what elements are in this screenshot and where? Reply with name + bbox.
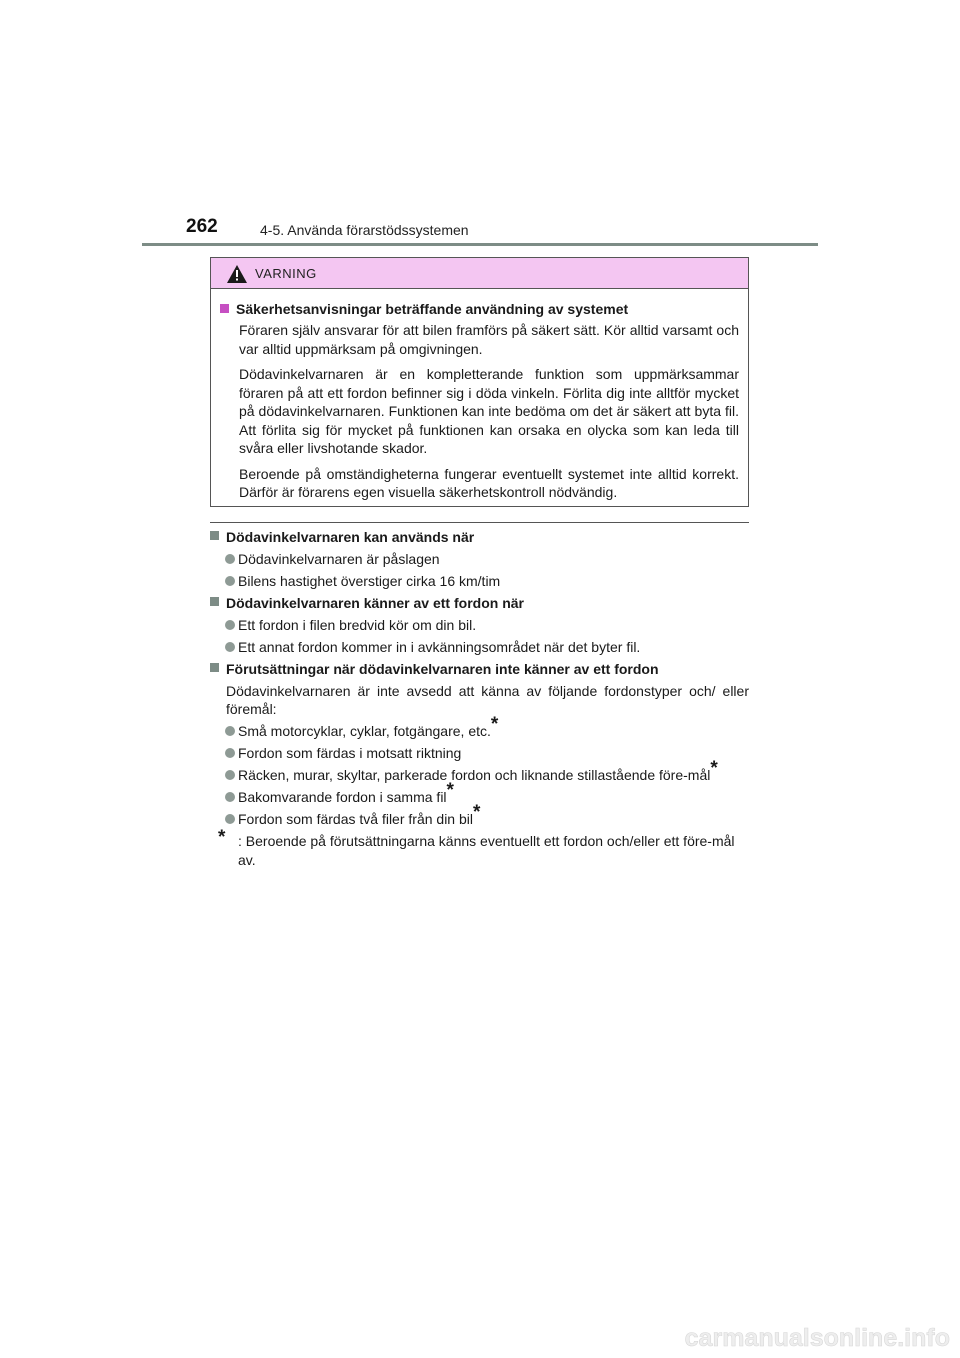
- footnote-star: *: [710, 758, 718, 779]
- main-content: [210, 528, 749, 869]
- round-bullet-icon: [225, 620, 235, 630]
- footnote-star: *: [446, 780, 454, 801]
- section-heading: [210, 660, 749, 678]
- round-bullet-icon: [225, 726, 235, 736]
- list-item: [210, 714, 749, 740]
- page-number: 262: [186, 216, 218, 237]
- list-item-text: Dödavinkelvarnaren är påslagen: [238, 551, 440, 567]
- list-item: [210, 638, 749, 656]
- warning-body: [211, 289, 748, 502]
- round-bullet-icon: [225, 814, 235, 824]
- warning-paragraph: Dödavinkelvarnaren är en kompletterande funktion som uppmärksammar föraren på att ett fordon befinner sig i döda vinkeln. Förlita dig inte alltför mycket på dödavinkelvarnaren. Funktionen kan inte bedöma om det är säkert att byta fil. Att förlita sig för mycket på funktionen kan orsaka en olycka som kan leda till svåra eller livshotande skador.: [239, 366, 739, 456]
- list-item: [210, 616, 749, 634]
- warning-paragraph: Beroende på omständigheterna fungerar eventuellt systemet inte alltid korrekt. Därför är förarens egen visuella säkerhetskontroll nödvändig.: [239, 465, 739, 500]
- list-item-text: Bakomvarande fordon i samma fil: [238, 789, 447, 805]
- list-item-text: Ett annat fordon kommer in i avkänningsområdet när det byter fil.: [238, 639, 641, 655]
- footnote: [210, 827, 749, 869]
- header-rule: [142, 243, 818, 246]
- round-bullet-icon: [225, 576, 235, 586]
- section-heading-text: Dödavinkelvarnaren kan används när: [226, 529, 475, 545]
- list-item-text: Ett fordon i filen bredvid kör om din bil.: [238, 617, 477, 633]
- warning-box: [210, 257, 749, 507]
- list-item-text: Räcken, murar, skyltar, parkerade fordon och liknande stillastående före-mål: [238, 767, 711, 783]
- warning-paragraph: Föraren själv ansvarar för att bilen framförs på säkert sätt. Kör alltid varsamt och var alltid uppmärksam på omgivningen.: [239, 322, 739, 357]
- round-bullet-icon: [225, 770, 235, 780]
- list-item-text: Bilens hastighet överstiger cirka 16 km/tim: [238, 573, 501, 589]
- square-bullet-icon: [220, 304, 229, 313]
- list-item: [210, 758, 749, 784]
- list-item: [210, 802, 749, 828]
- list-item-text: Fordon som färdas i motsatt riktning: [238, 745, 462, 761]
- round-bullet-icon: [225, 748, 235, 758]
- section-heading-text: Förutsättningar när dödavinkelvarnaren inte känner av ett fordon: [226, 661, 659, 677]
- round-bullet-icon: [225, 642, 235, 652]
- section-heading-text: Dödavinkelvarnaren känner av ett fordon när: [226, 595, 524, 611]
- square-bullet-icon: [210, 531, 219, 540]
- section-intro: Dödavinkelvarnaren är inte avsedd att känna av följande fordonstyper och/ eller föremål:: [226, 683, 749, 717]
- watermark-logo: [682, 1316, 952, 1356]
- list-item: [210, 550, 749, 568]
- footnote-marker: *: [218, 827, 226, 848]
- watermark-text: carmanualsonline.info: [684, 1324, 950, 1352]
- chapter-title: 4-5. Använda förarstödssystemen: [260, 222, 469, 238]
- list-item-text: Fordon som färdas två filer från din bil: [238, 811, 473, 827]
- round-bullet-icon: [225, 554, 235, 564]
- footnote-star: *: [473, 802, 481, 823]
- square-bullet-icon: [210, 663, 219, 672]
- warning-header: [211, 258, 748, 289]
- warning-triangle-icon: [227, 265, 247, 283]
- section-divider: [210, 522, 749, 523]
- footnote-text: : Beroende på förutsättningarna känns eventuellt ett fordon och/eller ett före-mål av.: [238, 833, 735, 868]
- footnote-star: *: [490, 714, 499, 735]
- warning-heading-text: Säkerhetsanvisningar beträffande användning av systemet: [236, 301, 629, 317]
- square-bullet-icon: [210, 597, 219, 606]
- round-bullet-icon: [225, 792, 235, 802]
- warning-heading: [220, 301, 739, 317]
- list-item-text: Små motorcyklar, cyklar, fotgängare, etc.: [238, 723, 491, 739]
- section-heading: [210, 528, 749, 546]
- section-heading: [210, 594, 749, 612]
- list-item: [210, 744, 749, 762]
- warning-label: VARNING: [255, 266, 317, 281]
- list-item: [210, 572, 749, 590]
